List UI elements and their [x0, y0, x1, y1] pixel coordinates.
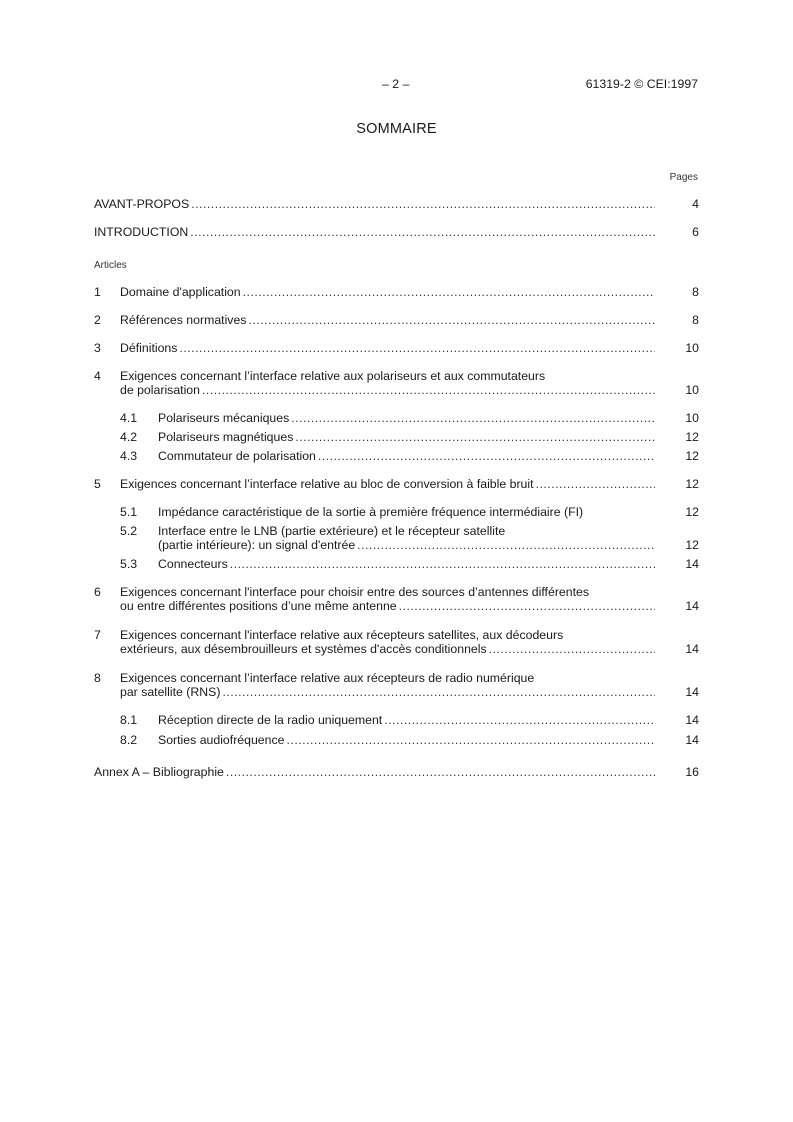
toc-entry-number: 8.1 [120, 713, 138, 727]
articles-label: Articles [94, 260, 127, 271]
toc-entry-number: 2 [94, 313, 101, 327]
toc-entry-number: 4.1 [120, 411, 138, 425]
toc-entry-4-1[interactable] [94, 411, 699, 425]
toc-entry-text: AVANT-PROPOS [94, 197, 190, 211]
toc-entry-text: extérieurs, aux désembrouilleurs et systèmes d'accès conditionnels [120, 642, 487, 656]
toc-entry-number: 7 [94, 628, 101, 642]
toc-entry-introduction[interactable] [94, 225, 699, 239]
toc-entry-5[interactable] [94, 477, 699, 491]
dot-leader [291, 411, 655, 425]
dot-leader [318, 449, 655, 463]
toc-entry-page: 10 [685, 411, 699, 425]
toc-entry-page: 14 [685, 599, 699, 613]
toc-entry-number: 1 [94, 285, 101, 299]
dot-leader [489, 642, 655, 656]
toc-entry-text: Commutateur de polarisation [158, 449, 316, 463]
toc-entry-4-2[interactable] [94, 430, 699, 444]
dot-leader [248, 313, 655, 327]
page-number: – 2 – [382, 77, 410, 91]
toc-entry-5-2[interactable] [94, 524, 699, 552]
toc-entry-text: Exigences concernant l'interface pour choisir entre des sources d’antennes différentes [120, 585, 589, 599]
toc-entry-8-1[interactable] [94, 713, 699, 727]
toc-entry-text: Sorties audiofréquence [158, 733, 285, 747]
toc-entry-text: Interface entre le LNB (partie extérieure) et le récepteur satellite [158, 524, 506, 538]
toc-entry-text: Références normatives [120, 313, 247, 327]
toc-entry-page: 8 [692, 313, 699, 327]
toc-entry-4[interactable] [94, 369, 699, 397]
toc-entry-page: 14 [685, 685, 699, 699]
toc-entry-annex-a[interactable] [94, 765, 699, 779]
toc-entry-7[interactable] [94, 628, 699, 656]
dot-leader [357, 538, 655, 552]
toc-entry-5-1[interactable] [94, 505, 699, 519]
dot-leader [286, 733, 655, 747]
toc-entry-text: Exigences concernant l’interface relative aux polariseurs et aux commutateurs [120, 369, 546, 383]
toc-entry-text: Définitions [120, 341, 178, 355]
toc-entry-number: 4.3 [120, 449, 138, 463]
toc-entry-6[interactable] [94, 585, 699, 613]
toc-entry-8[interactable] [94, 671, 699, 699]
toc-entry-8-2[interactable] [94, 733, 699, 747]
toc-entry-text: ou entre différentes positions d’une même antenne [120, 599, 397, 613]
dot-leader [384, 713, 655, 727]
toc-entry-page: 12 [685, 430, 699, 444]
toc-entry-text: de polarisation [120, 383, 200, 397]
toc-entry-number: 4.2 [120, 430, 138, 444]
toc-entry-text: Réception directe de la radio uniquement [158, 713, 383, 727]
toc-entry-page: 12 [685, 477, 699, 491]
toc-entry-text: Exigences concernant l’interface relative aux récepteurs de radio numérique [120, 671, 535, 685]
toc-entry-text: Domaine d'application [120, 285, 241, 299]
toc-entry-text: Exigences concernant l'interface relative aux récepteurs satellites, aux décodeurs [120, 628, 564, 642]
dot-leader [399, 599, 655, 613]
toc-entry-page: 14 [685, 733, 699, 747]
toc-entry-text: INTRODUCTION [94, 225, 189, 239]
page-title: SOMMAIRE [356, 121, 437, 137]
dot-leader [536, 477, 655, 491]
toc-entry-page: 10 [685, 341, 699, 355]
dot-leader [202, 383, 655, 397]
toc-entry-number: 5.3 [120, 557, 138, 571]
toc-entry-page: 10 [685, 383, 699, 397]
dot-leader [179, 341, 655, 355]
toc-entry-5-3[interactable] [94, 557, 699, 571]
dot-leader [230, 557, 655, 571]
toc-entry-text: Polariseurs mécaniques [158, 411, 290, 425]
dot-leader [222, 685, 655, 699]
toc-entry-text: Polariseurs magnétiques [158, 430, 294, 444]
toc-entry-text: (partie intérieure): un signal d'entrée [158, 538, 356, 552]
toc-entry-number: 5.2 [120, 524, 138, 538]
toc-entry-text: Impédance caractéristique de la sortie à première fréquence intermédiaire (FI) [158, 505, 584, 519]
dot-leader [295, 430, 655, 444]
toc-entry-number: 8.2 [120, 733, 138, 747]
toc-entry-page: 12 [685, 449, 699, 463]
toc-entry-4-3[interactable] [94, 449, 699, 463]
toc-entry-page: 6 [692, 225, 699, 239]
dot-leader [226, 765, 655, 779]
toc-entry-number: 6 [94, 585, 101, 599]
toc-entry-page: 14 [685, 557, 699, 571]
toc-entry-number: 8 [94, 671, 101, 685]
toc-entry-page: 14 [685, 713, 699, 727]
toc-entry-number: 3 [94, 341, 101, 355]
dot-leader [243, 285, 655, 299]
toc-entry-avant-propos[interactable] [94, 197, 699, 211]
toc-entry-text: Exigences concernant l’interface relative au bloc de conversion à faible bruit [120, 477, 534, 491]
toc-entry-2[interactable] [94, 313, 699, 327]
dot-leader [191, 197, 655, 211]
dot-leader [190, 225, 655, 239]
toc-entry-page: 12 [685, 538, 699, 552]
toc-entry-page: 16 [685, 765, 699, 779]
toc-entry-3[interactable] [94, 341, 699, 355]
pages-column-label: Pages [669, 172, 698, 183]
toc-entry-number: 5 [94, 477, 101, 491]
toc-entry-page: 14 [685, 642, 699, 656]
toc-entry-page: 8 [692, 285, 699, 299]
standard-reference: 61319-2 © CEI:1997 [585, 77, 698, 91]
toc-entry-page: 12 [685, 505, 699, 519]
toc-entry-number: 5.1 [120, 505, 138, 519]
toc-entry-text: Annex A – Bibliographie [94, 765, 224, 779]
toc-entry-page: 4 [692, 197, 699, 211]
toc-entry-text: par satellite (RNS) [120, 685, 221, 699]
toc-entry-text: Connecteurs [158, 557, 228, 571]
toc-entry-1[interactable] [94, 285, 699, 299]
toc-entry-number: 4 [94, 369, 101, 383]
